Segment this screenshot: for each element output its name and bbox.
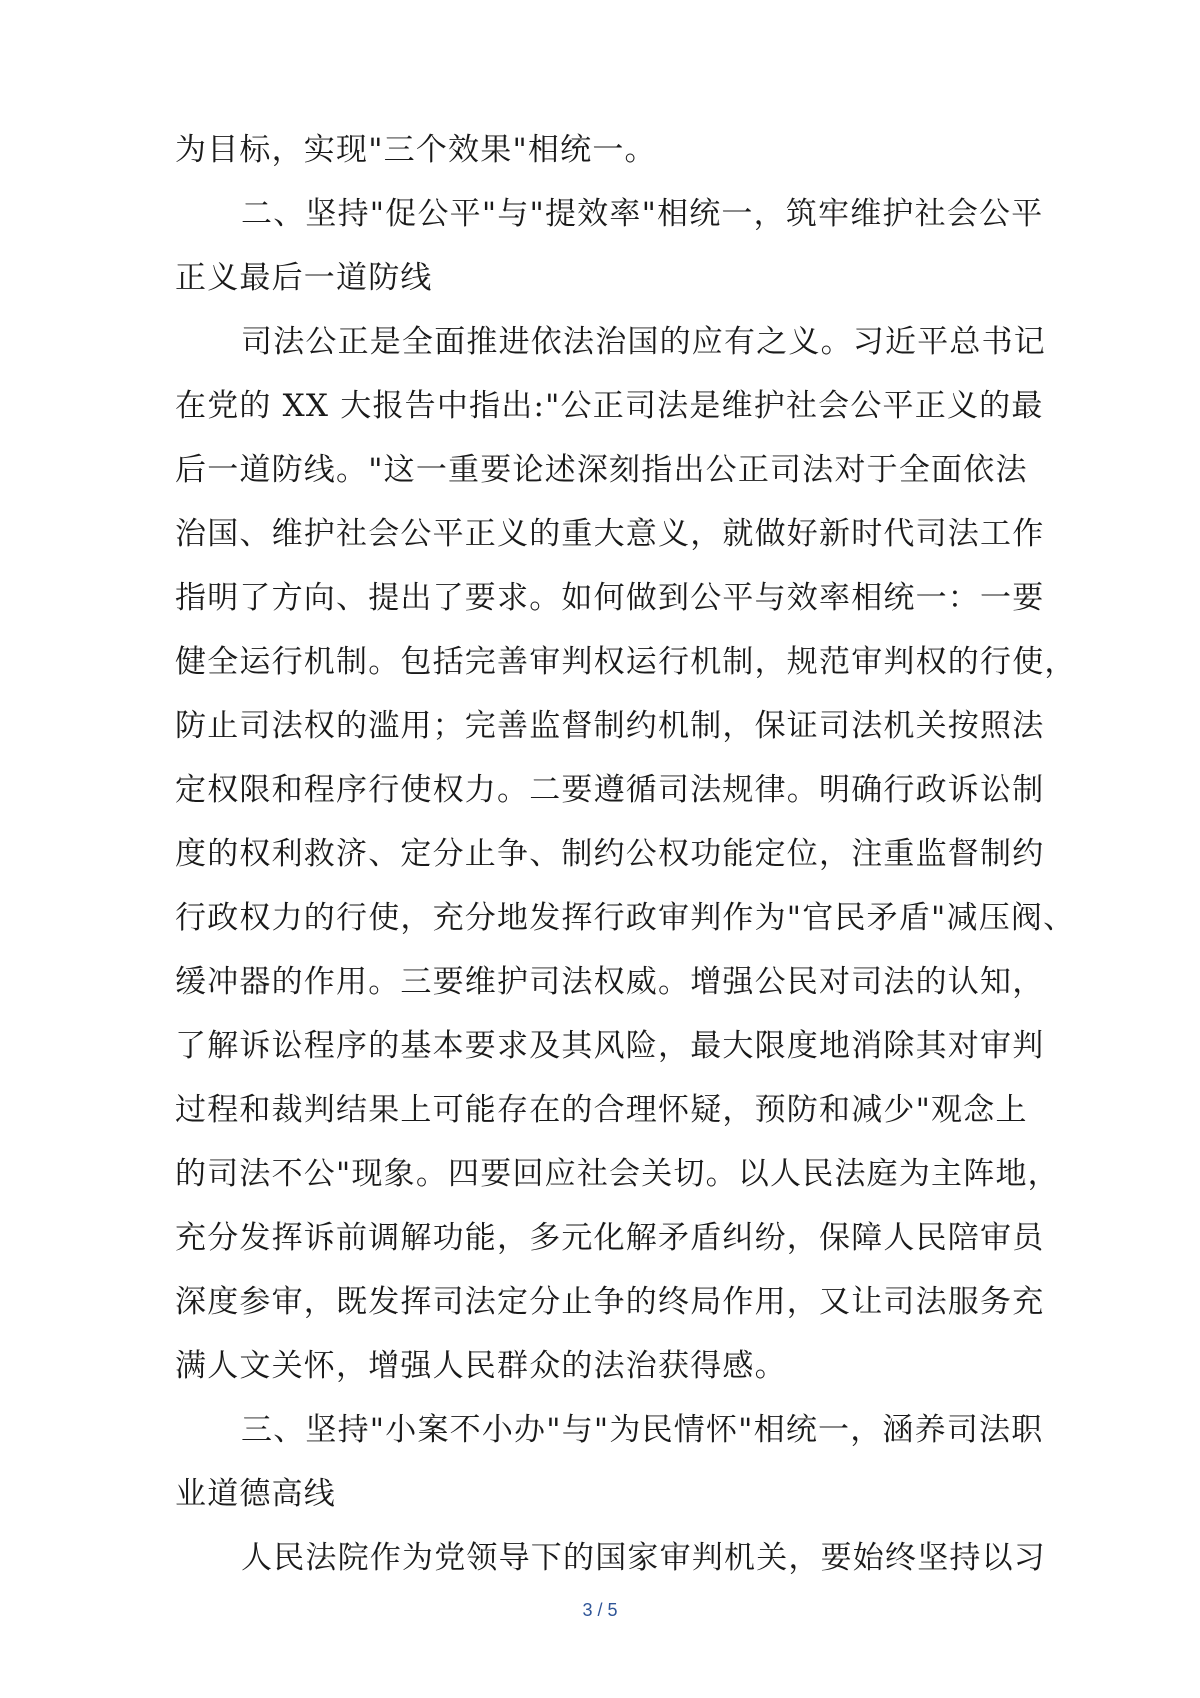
paragraph-line: 指明了方向、提出了要求。如何做到公平与效率相统一：一要 <box>175 580 1045 616</box>
text-line: 为目标，实现"三个效果"相统一。 <box>175 132 657 168</box>
paragraph-line: 定权限和程序行使权力。二要遵循司法规律。明确行政诉讼制 <box>175 772 1045 808</box>
paragraph-line: 治国、维护社会公平正义的重大意义，就做好新时代司法工作 <box>175 516 1045 552</box>
paragraph-line: 过程和裁判结果上可能存在的合理怀疑，预防和减少"观念上 <box>175 1092 1028 1128</box>
section-heading-3: 三、坚持"小案不小办"与"为民情怀"相统一，涵养司法职 <box>241 1412 1044 1448</box>
paragraph-line: 防止司法权的滥用；完善监督制约机制，保证司法机关按照法 <box>175 708 1045 744</box>
section-heading-3-cont: 业道德高线 <box>175 1476 336 1512</box>
section-heading-2-cont: 正义最后一道防线 <box>175 260 433 296</box>
paragraph-line: 缓冲器的作用。三要维护司法权威。增强公民对司法的认知， <box>175 964 1045 1000</box>
paragraph-line: 行政权力的行使，充分地发挥行政审判作为"官民矛盾"减压阀、 <box>175 900 1076 936</box>
paragraph-line: 后一道防线。"这一重要论述深刻指出公正司法对于全面依法 <box>175 452 1028 488</box>
paragraph-line: 度的权利救济、定分止争、制约公权功能定位，注重监督制约 <box>175 836 1045 872</box>
paragraph-line: 健全运行机制。包括完善审判权运行机制，规范审判权的行使， <box>175 644 1077 680</box>
paragraph-line: 充分发挥诉前调解功能，多元化解矛盾纠纷，保障人民陪审员 <box>175 1220 1045 1256</box>
paragraph-line: 人民法院作为党领导下的国家审判机关，要始终坚持以习 <box>241 1540 1046 1576</box>
section-heading-2: 二、坚持"促公平"与"提效率"相统一，筑牢维护社会公平 <box>241 196 1044 232</box>
paragraph-line: 满人文关怀，增强人民群众的法治获得感。 <box>175 1348 787 1384</box>
paragraph-line: 在党的 XX 大报告中指出:"公正司法是维护社会公平正义的最 <box>175 388 1044 424</box>
paragraph-line: 的司法不公"现象。四要回应社会关切。以人民法庭为主阵地， <box>175 1156 1060 1192</box>
page-number: 3 / 5 <box>582 1600 618 1620</box>
paragraph-line: 深度参审，既发挥司法定分止争的终局作用，又让司法服务充 <box>175 1284 1045 1320</box>
document-body <box>175 118 1077 1590</box>
paragraph-line: 了解诉讼程序的基本要求及其风险，最大限度地消除其对审判 <box>175 1028 1045 1064</box>
paragraph-line: 司法公正是全面推进依法治国的应有之义。习近平总书记 <box>241 324 1046 360</box>
